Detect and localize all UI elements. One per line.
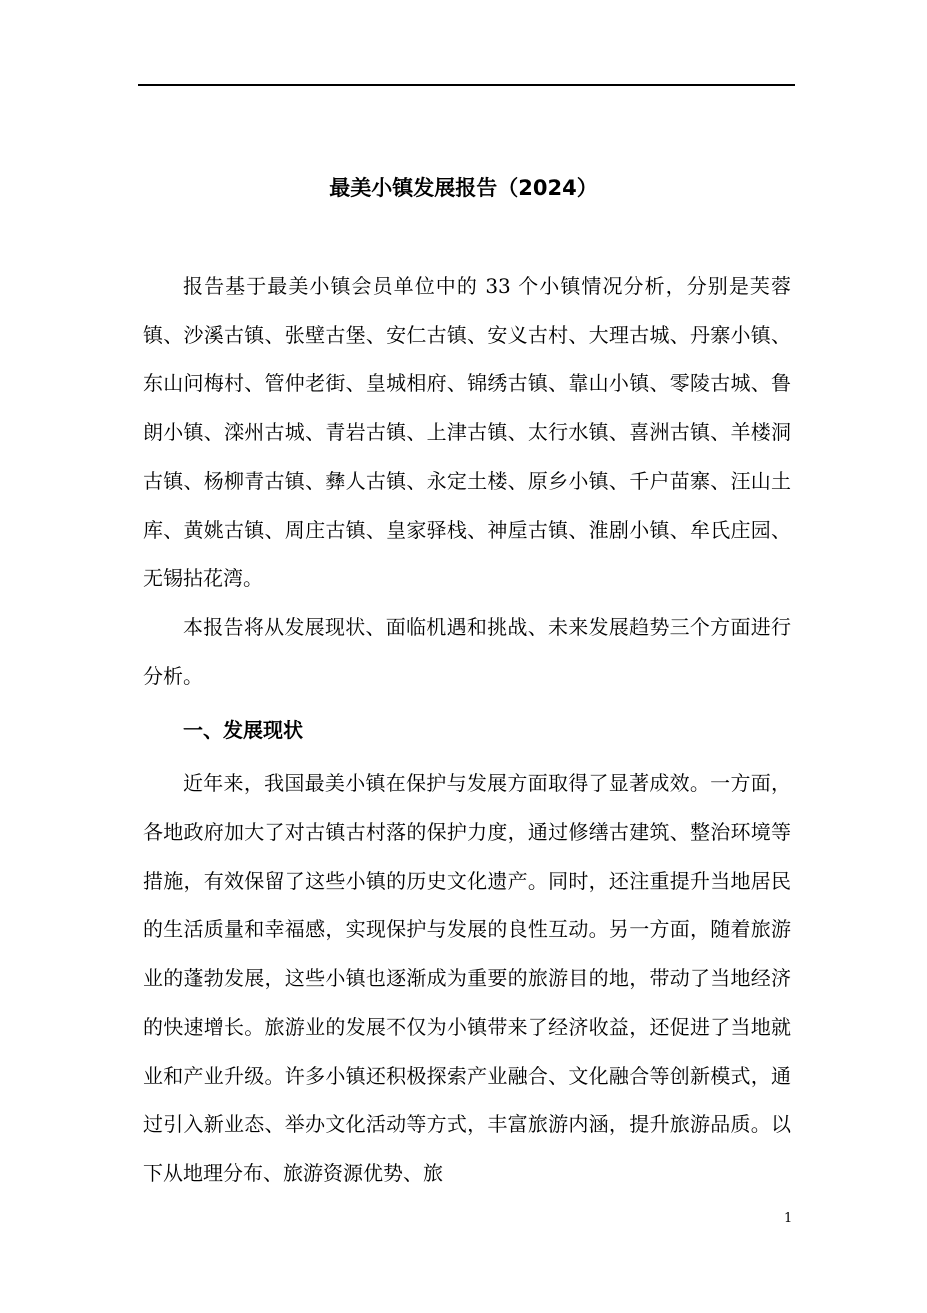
section-paragraph: 近年来，我国最美小镇在保护与发展方面取得了显著成效。一方面，各地政府加大了对古镇古村落的保护力度，通过修缮古建筑、整治环境等措施，有效保留了这些小镇的历史文化遗产。同时，还注重提升当地居民的生活质量和幸福感，实现保护与发展的良性互动。另一方面，随着旅游业的蓬勃发展，这些小镇也逐渐成为重要的旅游目的地，带动了当地经济的快速增长。旅游业的发展不仅为小镇带来了经济收益，还促进了当地就业和产业升级。许多小镇还积极探索产业融合、文化融合等创新模式，通过引入新业态、举办文化活动等方式，丰富旅游内涵，提升旅游品质。以下从地理分布、旅游资源优势、旅 [143,771,791,1185]
header-rule [138,84,795,86]
document-title: 最美小镇发展报告（2024） [329,176,598,200]
page-number: 1 [784,1211,793,1226]
intro-paragraph: 报告基于最美小镇会员单位中的 33 个小镇情况分析，分别是芙蓉镇、沙溪古镇、张壁古堡、安仁古镇、安义古村、大理古城、丹寨小镇、东山问梅村、管仲老街、皇城相府、锦绣古镇、靠山小镇、零陵古城、鲁朗小镇、滦州古城、青岩古镇、上津古镇、太行水镇、喜洲古镇、羊楼洞古镇、杨柳青古镇、彝人古镇、永定土楼、原乡小镇、千户苗寨、汪山土库、黄姚古镇、周庄古镇、皇家驿栈、神垕古镇、淮剧小镇、牟氏庄园、无锡拈花湾。 [143,274,791,591]
section-heading: 一、发展现状 [183,718,303,743]
scope-paragraph: 本报告将从发展现状、面临机遇和挑战、未来发展趋势三个方面进行分析。 [143,614,791,688]
document-body [143,262,791,1198]
